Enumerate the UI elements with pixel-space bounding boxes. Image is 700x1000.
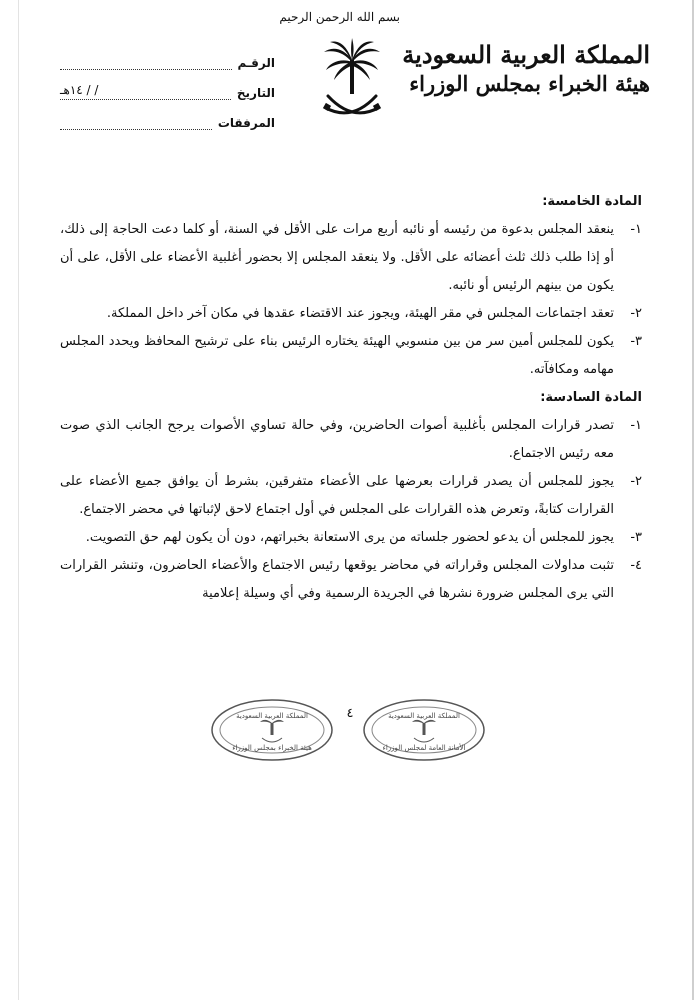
clause-text: يكون للمجلس أمين سر من بين منسوبي الهيئة يختاره الرئيس بناء على ترشيح المحافظ ويحدد المجلس مهامه ومكافآته. <box>60 334 614 377</box>
article-five-clause-3 <box>60 328 642 384</box>
article-five-clause-1 <box>60 216 642 300</box>
document-body <box>60 188 642 608</box>
clause-number: ٢- <box>630 306 642 321</box>
article-five-clause-2 <box>60 300 642 328</box>
reference-block <box>60 40 275 130</box>
stamp-right-top-text: المملكة العربية السعودية <box>388 712 460 720</box>
attachments-row <box>60 100 275 130</box>
letterhead-authority: هيئة الخبراء بمجلس الوزراء <box>409 71 650 96</box>
number-label: الرقـم <box>237 56 275 70</box>
date-value: / / ١٤هـ <box>60 83 102 97</box>
page-edge-left <box>18 0 19 1000</box>
reference-number-row <box>60 40 275 70</box>
letterhead-country: المملكة العربية السعودية <box>402 40 650 69</box>
attachments-field <box>60 115 212 130</box>
letterhead <box>402 40 650 98</box>
article-five-title: المادة الخامسة: <box>542 194 642 209</box>
stamp-left-top-text: المملكة العربية السعودية <box>236 712 308 720</box>
article-six-clause-1 <box>60 412 642 468</box>
clause-number: ٤- <box>630 558 642 573</box>
date-label: التاريخ <box>236 86 275 100</box>
clause-number: ١- <box>630 418 642 433</box>
article-six-title: المادة السادسة: <box>540 390 642 405</box>
attachments-label: المرفقات <box>217 116 275 130</box>
clause-text: تصدر قرارات المجلس بأغلبية أصوات الحاضرين، وفي حالة تساوي الأصوات يرجح الجانب الذي صوت معه رئيس الاجتماع. <box>60 418 614 461</box>
stamp-right-bottom-text: الأمانة العامة لمجلس الوزراء <box>382 744 466 752</box>
clause-text: ينعقد المجلس بدعوة من رئيسه أو نائبه أربع مرات على الأقل في السنة، أو كلما دعت الحاجة إلى ذلك، أو إذا طلب ذلك ثلث أعضائه على الأقل. ولا ينعقد المجلس إلا بحضور أغلبية الأعضاء على الأقل، على أن يكون من بينهم الرئيس أو نائبه. <box>60 222 614 293</box>
article-six-clause-2 <box>60 468 642 524</box>
clause-number: ٢- <box>630 474 642 489</box>
stamp-left-bottom-text: هيئة الخبراء بمجلس الوزراء <box>232 744 312 752</box>
clause-text: تعقد اجتماعات المجلس في مقر الهيئة، ويجوز عند الاقتضاء عقدها في مكان آخر داخل المملكة. <box>106 306 614 321</box>
page-number: ٤ <box>346 706 354 721</box>
basmala: بسم الله الرحمن الرحيم <box>279 10 400 24</box>
number-field <box>60 55 232 70</box>
clause-text: تثبت مداولات المجلس وقراراته في محاضر يوقعها رئيس الاجتماع والأعضاء الحاضرون، وتنشر القرارات التي يرى المجلس ضرورة نشرها في الجريدة الرسمية وفي أي وسيلة إعلامية <box>60 558 614 601</box>
clause-number: ١- <box>630 222 642 237</box>
page-edge-right <box>692 0 694 1000</box>
date-row <box>60 70 275 100</box>
article-six-clause-4 <box>60 552 642 608</box>
date-field <box>60 85 231 100</box>
article-six-clause-3 <box>60 524 642 552</box>
official-stamp-left <box>210 698 334 762</box>
clause-text: يجوز للمجلس أن يدعو لحضور جلساته من يرى الاستعانة بخبراتهم، دون أن يكون لهم حق التصويت. <box>85 530 614 545</box>
clause-text: يجوز للمجلس أن يصدر قرارات بعرضها على الأعضاء متفرقين، بشرط أن يوافق جميع الأعضاء على القرارات كتابةً، وتعرض هذه القرارات على المجلس في أول اجتماع لاحق لإثباتها في محضر الاجتماع. <box>60 474 614 517</box>
clause-number: ٣- <box>630 530 642 545</box>
official-stamp-right <box>362 698 486 762</box>
saudi-emblem-icon <box>322 38 382 122</box>
clause-number: ٣- <box>630 334 642 349</box>
